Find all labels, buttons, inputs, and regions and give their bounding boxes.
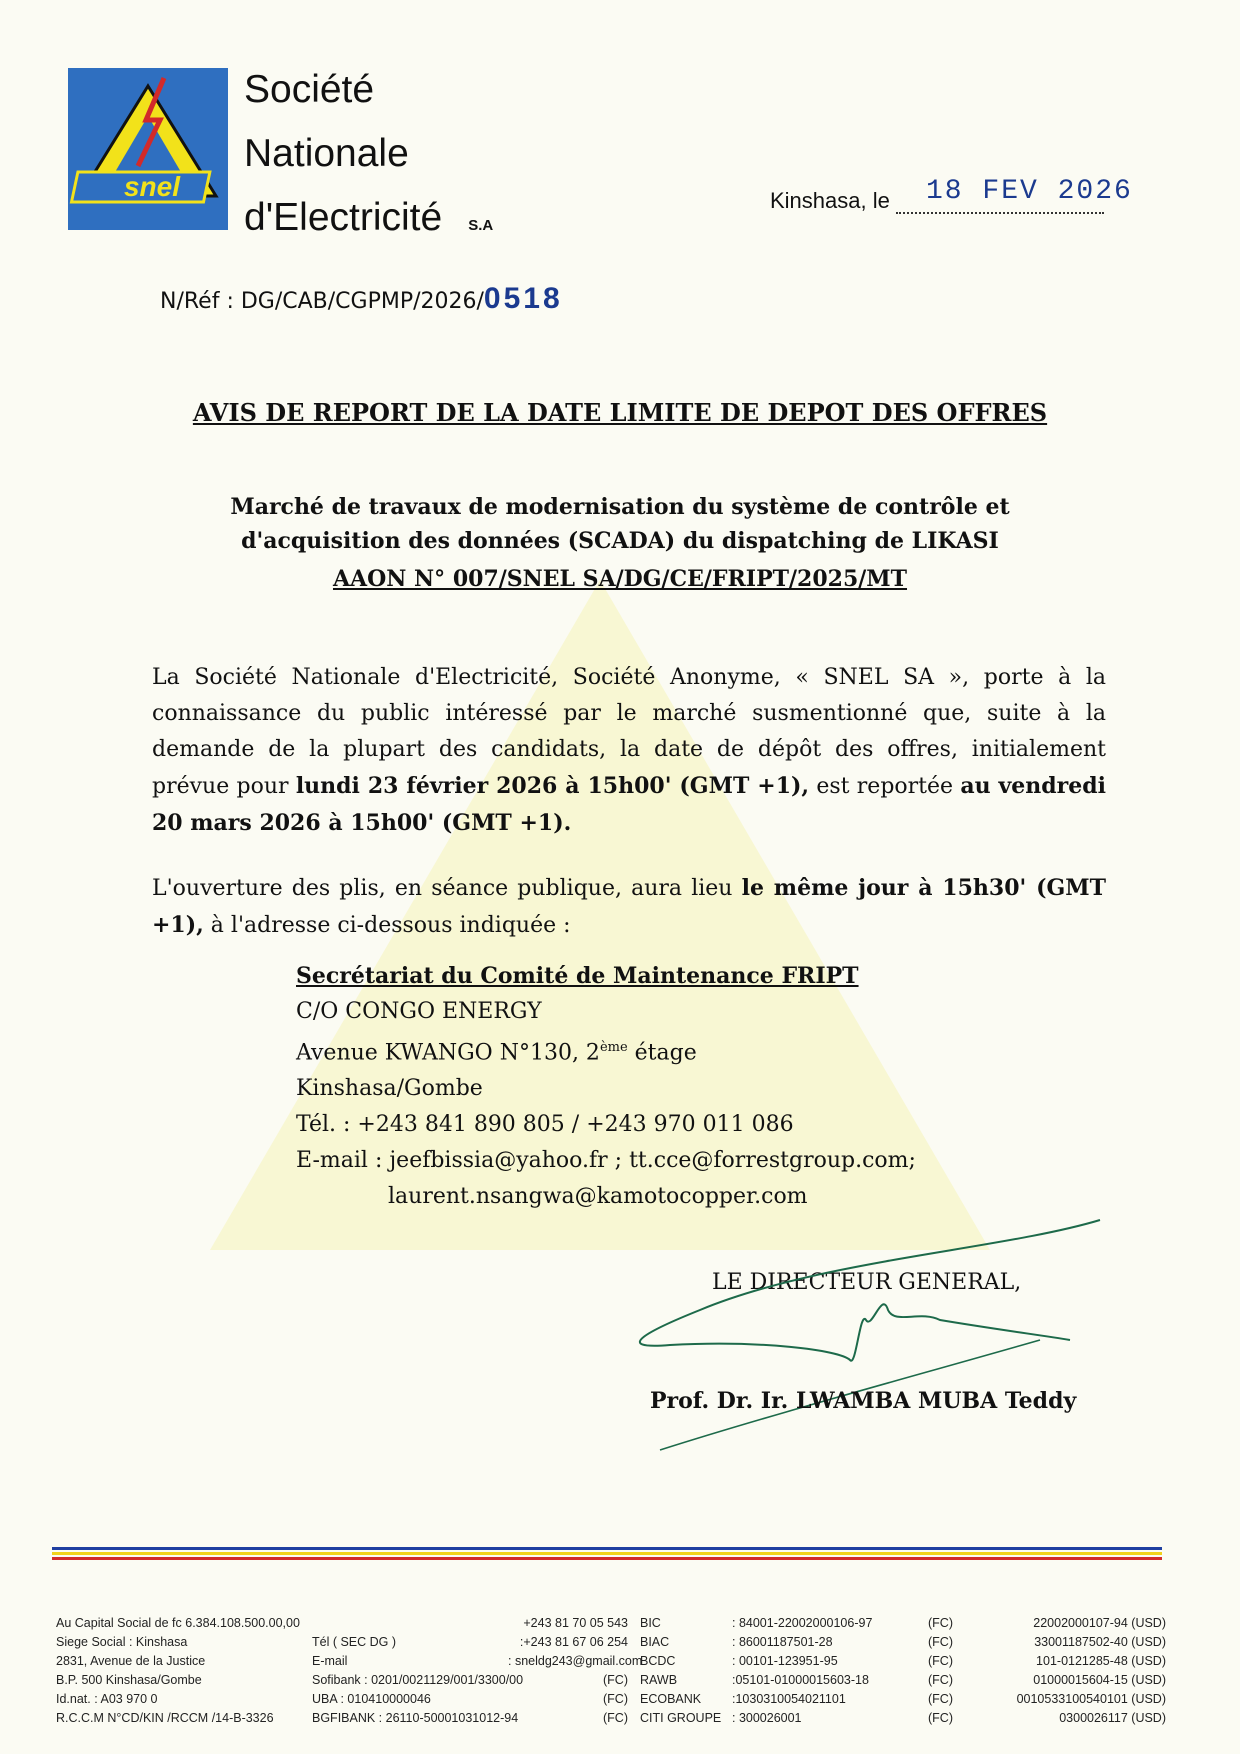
signatory-title: LE DIRECTEUR GENERAL, (712, 1270, 1022, 1295)
footer-bank-names: BIC BIAC BCDC RAWB ECOBANK CITI GROUPE (640, 1616, 722, 1725)
subject-block (160, 490, 1080, 596)
footer-band-yellow (52, 1552, 1162, 1555)
handwritten-signature (620, 1200, 1140, 1460)
address-phone: Tél. : +243 841 890 805 / +243 970 011 086 (296, 1112, 794, 1138)
signatory-name: Prof. Dr. Ir. LWAMBA MUBA Teddy (650, 1388, 1077, 1414)
company-name-line3: d'Electricité S.A (244, 196, 494, 239)
original-date: lundi 23 février 2026 à 15h00' (GMT +1), (295, 773, 810, 799)
document-title: AVIS DE REPORT DE LA DATE LIMITE DE DEPOT DES OFFRES (192, 398, 1048, 427)
reference-label: N/Réf : DG/CAB/CGPMP/2026/ (160, 289, 484, 314)
aaon-reference: AAON N° 007/SNEL SA/DG/CE/FRIPT/2025/MT (332, 566, 908, 592)
company-name-line1: Société (244, 68, 375, 111)
date-prefix: Kinshasa, le (770, 188, 890, 213)
address-line3: Kinshasa/Gombe (296, 1076, 483, 1102)
date-field (896, 176, 1133, 214)
reference-stamp-number: 0518 (483, 282, 563, 315)
opening-time: le même jour à 15h30' (GMT +1), (152, 875, 1106, 938)
new-date: au vendredi 20 mars 2026 à 15h00' (GMT +1). (152, 773, 1107, 836)
footer-usd-accounts: 22002000107-94 (USD) 33001187502-40 (USD) 101-0121285-48 (USD) 01000015604-15 (USD) 0010533100540101 (USD) 0300026117 (USD) (1016, 1616, 1166, 1725)
subject-line2: d'acquisition des données (SCADA) du dispatching de LIKASI (241, 528, 999, 554)
footer-company-info: Au Capital Social de fc 6.384.108.500.00,00 Siege Social : Kinshasa 2831, Avenue de la Justice B.P. 500 Kinshasa/Gombe Id.nat. : A03 970 0 R.C.C.M N°CD/KIN /RCCM /14-B-3326 (56, 1616, 300, 1725)
reference-number (160, 282, 563, 316)
address-line1: C/O CONGO ENERGY (296, 999, 542, 1024)
address-line2: Avenue KWANGO N°130, 2ème étage (296, 1040, 697, 1066)
date-line (770, 176, 1133, 214)
paragraph-postponement: La Société Nationale d'Electricité, Société Anonyme, « SNEL SA », porte à la connaissance du public intéressé par le marché susmentionné que, suite à la demande de la plupart des candidats, la date de dépôt des offres, initialement prévue pour lundi 23 février 2026 à 15h00' (GMT +1), est reportée au vendredi 20 mars 2026 à 15h00' (GMT +1). (152, 665, 1107, 836)
footer-currency-fc: (FC) (FC) (FC) (FC) (FC) (FC) (928, 1616, 953, 1725)
footer-bank-accounts: : 84001-22002000106-97 : 86001187501-28 : 00101-123951-95 :05101-01000015603-18 :1030310054021101 : 300026001 (732, 1616, 873, 1725)
footer-contact-labels: Tél ( SEC DG ) E-mail Sofibank : 0201/0021129/001/3300/00 UBA : 010410000046 BGFIBANK : 26110-50001031012-94 (312, 1635, 524, 1725)
svg-text:snel: snel (123, 171, 181, 202)
subject-line1: Marché de travaux de modernisation du système de contrôle et (230, 494, 1010, 520)
footer-band-red (52, 1557, 1162, 1560)
address-email: E-mail : jeefbissia@yahoo.fr ; tt.cce@forrestgroup.com; (296, 1148, 916, 1174)
address-block (296, 958, 916, 1215)
company-logo (68, 68, 228, 230)
company-suffix: S.A (468, 217, 494, 234)
paragraph-opening: L'ouverture des plis, en séance publique, aura lieu le même jour à 15h30' (GMT +1), à l'adresse ci-dessous indiquée : (152, 875, 1106, 938)
address-email-2: laurent.nsangwa@kamotocopper.com (388, 1184, 808, 1210)
company-name (244, 58, 493, 258)
company-name-line2: Nationale (244, 132, 409, 175)
date-stamp: 18 FEV 2026 (925, 176, 1133, 207)
footer-band-blue (52, 1547, 1162, 1550)
footer-contact-values: +243 81 70 05 543 :+243 81 67 06 254 : sneldg243@gmail.com (FC) (FC) (FC) (508, 1616, 643, 1725)
address-head: Secrétariat du Comité de Maintenance FRIPT (296, 963, 859, 989)
